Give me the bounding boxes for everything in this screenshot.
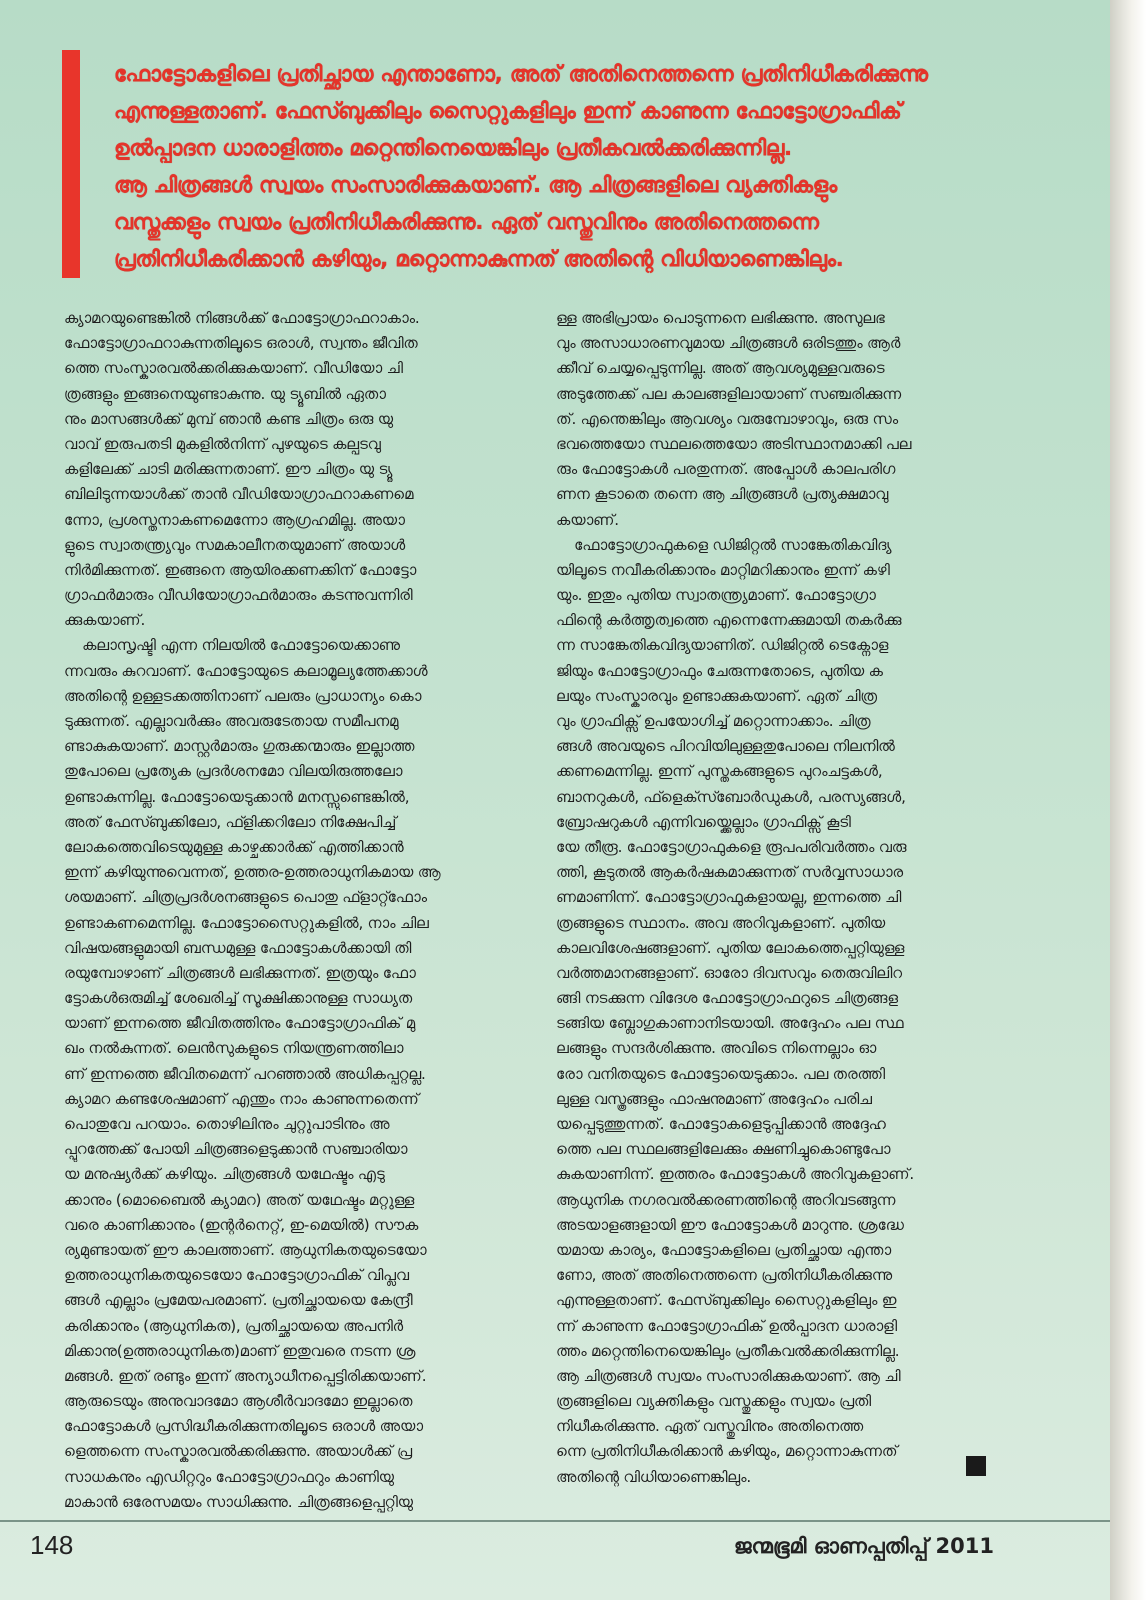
paragraph-line: ന്നോ, പ്രശസ്തനാകണമെന്നോ ആഗ്രഹമില്ല. അയാ: [64, 510, 405, 529]
paragraph-line: ന്നെ പ്രതിനിധീകരിക്കാൻ കഴിയും, മറ്റൊന്നാകുന്നത്: [556, 1442, 898, 1461]
paragraph-line: ഫിന്റെ കർത്തൃത്വത്തെ എന്നെന്നേക്കുമായി തകർക്കു: [556, 611, 902, 630]
paragraph-line: ഫോട്ടോഗ്രാഫറാകുന്നതിലൂടെ ഒരാൾ, സ്വന്തം ജീവിത: [64, 334, 418, 353]
paragraph-line: ത്തെ സംസ്കാരവൽക്കരിക്കുകയാണ്. വീഡിയോ ചി: [64, 359, 403, 378]
paragraph-line: ത്രങ്ങളുടെ സ്ഥാനം. അവ അറിവുകളാണ്. പുതിയ: [556, 913, 886, 932]
paragraph-line: ഫോട്ടോകൾ പ്രസിദ്ധീകരിക്കുന്നതിലൂടെ ഒരാൾ അയാ: [64, 1417, 423, 1436]
paragraph-line: വരെ കാണിക്കാനും (ഇന്റർനെറ്റ്, ഇ-മെയിൽ) സൗക: [64, 1215, 419, 1234]
paragraph-line: അടുത്തേക്ക് പല കാലങ്ങളിലായാണ് സഞ്ചരിക്കുന്ന: [556, 384, 902, 403]
paragraph-line: ണ് ഇന്നത്തെ ജീവിതമെന്ന് പറഞ്ഞാൽ അധികപ്പറ്റല്ല.: [64, 1064, 426, 1083]
paragraph-line: ലങ്ങളും സന്ദർശിക്കുന്നു. അവിടെ നിന്നെല്ലാം ഓ: [556, 1039, 877, 1058]
paragraph-line: ക്യാമറ കണ്ടശേഷമാണ് എന്തും നാം കാണുന്നതെന്ന്: [64, 1089, 419, 1108]
paragraph-line: തുപോലെ പ്രത്യേക പ്രദർശനമോ വിലയിരുത്തലോ: [64, 762, 403, 781]
paragraph-line: പ്പുറത്തേക്ക് പോയി ചിത്രങ്ങളെടുക്കാൻ സഞ്ചാരിയാ: [64, 1140, 408, 1159]
paragraph-line: ങ്ങി നടക്കുന്ന വിദേശ ഫോട്ടോഗ്രാഫറുടെ ചിത്രങ്ങള: [556, 989, 898, 1008]
paragraph-line: അത് ഫേസ്ബുക്കിലോ, ഫ്ളിക്കറിലോ നിക്ഷേപിച്ച്: [64, 812, 397, 831]
pullquote-line: വസ്തുക്കളും സ്വയം പ്രതിനിധീകരിക്കുന്നു. ഏത് വസ്തുവിനും അതിനെത്തന്നെ: [114, 210, 819, 235]
paragraph-line: ക്കുകയാണ്.: [64, 611, 146, 630]
paragraph-line: ഭവത്തെയോ സ്ഥലത്തെയോ അടിസ്ഥാനമാക്കി പല: [556, 434, 912, 453]
paragraph-line: ആ ചിത്രങ്ങൾ സ്വയം സംസാരിക്കുകയാണ്. ആ ചി: [556, 1366, 901, 1385]
paragraph-line: ണന കൂടാതെ തന്നെ ആ ചിത്രങ്ങൾ പ്രത്യക്ഷമാവു: [556, 485, 889, 504]
page-number: 148: [30, 1530, 74, 1560]
paragraph-line: ക്കീവ് ചെയ്യപ്പെടുന്നില്ല. അത് ആവശ്യമുള്ളവരുടെ: [556, 359, 885, 378]
paragraph-line: ളെത്തന്നെ സംസ്കാരവൽക്കരിക്കുന്നു. അയാൾക്ക് പ്ര: [64, 1442, 412, 1461]
paragraph-line: കാലവിശേഷങ്ങളാണ്. പുതിയ ലോകത്തെപ്പറ്റിയുള്ള: [556, 938, 905, 957]
paragraph-line: നും മാസങ്ങൾക്ക് മുമ്പ് ഞാൻ കണ്ട ചിത്രം ഒരു യു: [64, 409, 393, 428]
paragraph-line: ഉത്തരാധുനികതയുടെയോ ഫോട്ടോഗ്രാഫിക് വിപ്ലവ: [64, 1266, 409, 1285]
paragraph-line: യമായ കാര്യം, ഫോട്ടോകളിലെ പ്രതിച്ഛായ എന്താ: [556, 1240, 891, 1259]
paragraph-line: ബിലിടുന്നയാൾക്ക് താൻ വീഡിയോഗ്രാഫറാകണമെ: [64, 485, 414, 504]
pullquote-line: ഉൽപ്പാദന ധാരാളിത്തം മറ്റെന്തിനെയെങ്കിലും പ്രതീകവൽക്കരിക്കുന്നില്ല.: [114, 136, 792, 161]
paragraph-line: വിഷയങ്ങളുമായി ബന്ധമുള്ള ഫോട്ടോകൾക്കായി തി: [64, 938, 412, 957]
paragraph-line: ണോ, അത് അതിനെത്തന്നെ പ്രതിനിധീകരിക്കുന്നു: [556, 1266, 893, 1285]
paragraph-line: വർത്തമാനങ്ങളാണ്. ഓരോ ദിവസവും തെരുവിലിറ: [556, 963, 902, 982]
paragraph-line: നിർമിക്കുന്നത്. ഇങ്ങനെ ആയിരക്കണക്കിന് ഫോട്ടോ: [64, 560, 417, 579]
paragraph-line: പൊതുവേ പറയാം. തൊഴിലിനും ചുറ്റുപാടിനും അ: [64, 1115, 390, 1133]
paragraph-line: യിലൂടെ നവീകരിക്കാനും മാറ്റിമറിക്കാനും ഇന്ന് കഴി: [556, 560, 890, 579]
paragraph-line: ന്ന് കാണുന്ന ഫോട്ടോഗ്രാഫിക് ഉൽപ്പാദന ധാരാളി: [556, 1316, 897, 1335]
article-end-mark: [966, 1456, 986, 1476]
paragraph-line: ങ്ങൾ എല്ലാം പ്രമേയപരമാണ്. പ്രതിച്ഛായയെ കേന്ദ്രീ: [64, 1291, 413, 1310]
paragraph-line: ത്തി, കൂടുതൽ ആകർഷകമാക്കുന്നത് സർവ്വസാധാര: [556, 863, 903, 882]
paragraph-line: ത്രങ്ങളിലെ വ്യക്തികളും വസ്തുക്കളും സ്വയം പ്രതി: [556, 1392, 871, 1411]
paragraph-line: ന്നവരും കുറവാണ്. ഫോട്ടോയുടെ കലാമൂല്യത്തേക്കാൾ: [64, 661, 428, 680]
paragraph-line: ന്ന സാങ്കേതികവിദ്യയാണിത്. ഡിജിറ്റൽ ടെക്നോള: [556, 636, 889, 655]
paragraph-line: ശയമാണ്. ചിത്രപ്രദർശനങ്ങളുടെ പൊതു ഫ്ളാറ്റ്ഫോം: [64, 888, 427, 907]
paragraph-line: ജിയും ഫോട്ടോഗ്രാഫും ചേരുന്നതോടെ, പുതിയ ക: [556, 661, 883, 680]
paragraph-line: ട്ടോകൾഒരുമിച്ച് ശേഖരിച്ച് സൂക്ഷിക്കാനുള്ള സാധ്യത: [64, 989, 413, 1008]
paragraph-line: വാവ് ഇരുപതടി മുകളിൽനിന്ന് പുഴയുടെ കല്പടവു: [64, 434, 381, 453]
paragraph-line: അതിന്റെ വിധിയാണെങ്കിലും.: [556, 1467, 751, 1486]
article-column-right: [556, 306, 1004, 1490]
paragraph-line: ക്കാനും (മൊബൈൽ ക്യാമറ) അത് യഥേഷ്ടം മറ്റുള്ള: [64, 1190, 415, 1209]
paragraph-line: നിധീകരിക്കുന്നു. ഏത് വസ്തുവിനും അതിനെത്ത: [556, 1417, 864, 1436]
paragraph-line: ഉണ്ടാകണമെന്നില്ല. ഫോട്ടോസൈറ്റുകളിൽ, നാം ചില: [64, 913, 429, 932]
paragraph-line: കലാസൃഷ്ടി എന്ന നിലയിൽ ഫോട്ടോയെക്കാണു: [64, 636, 400, 655]
paragraph-line: ള്ള അഭിപ്രായം പൊടുന്നനെ ലഭിക്കുന്നു. അസുലഭ: [556, 309, 885, 327]
paragraph-line: ബ്രോഷറുകൾ എന്നിവയ്ക്കെല്ലാം ഗ്രാഫിക്സ് കൂടി: [556, 812, 851, 831]
pullquote-accent-bar: [62, 50, 80, 278]
paragraph-line: ഇന്ന് കഴിയുന്നുവെന്നത്, ഉത്തര-ഉത്തരാധുനികമായ ആ: [64, 863, 441, 882]
paragraph-line: ഉണ്ടാകുന്നില്ല. ഫോട്ടോയെടുക്കാൻ മനസ്സുണ്ടെങ്കിൽ,: [64, 787, 410, 806]
publication-name: ജന്മഭൂമി ഓണപ്പതിപ്പ് 2011: [733, 1534, 994, 1558]
paragraph-line: ണ്ടാകുകയാണ്. മാസ്റ്റർമാരും ഗുരുക്കന്മാരും ഇല്ലാത്ത: [64, 737, 415, 756]
pullquote-text: [114, 56, 1054, 278]
paragraph-line: യപ്പെടുത്തുന്നത്. ഫോട്ടോകളെടുപ്പിക്കാൻ അദ്ദേഹ: [556, 1115, 886, 1133]
paragraph-line: ത്. എന്തെങ്കിലും ആവശ്യം വരുമ്പോഴാവും, ഒരു സം: [556, 409, 898, 428]
paragraph-line: അതിന്റെ ഉള്ളടക്കത്തിനാണ് പലരും പ്രാധാന്യം കൊ: [64, 686, 422, 705]
paragraph-line: ലയും സംസ്കാരവും ഉണ്ടാക്കുകയാണ്. ഏത് ചിത്ര: [556, 686, 877, 705]
paragraph-line: എന്നുള്ളതാണ്. ഫേസ്ബുക്കിലും സൈറ്റുകളിലും ഇ: [556, 1291, 897, 1310]
adjacent-page-edge: [1110, 0, 1146, 1600]
pullquote-line: എന്നുള്ളതാണ്. ഫേസ്ബുക്കിലും സൈറ്റുകളിലും ഇന്ന് കാണുന്ന ഫോട്ടോഗ്രാഫിക്: [114, 99, 902, 124]
paragraph-line: ലുള്ള വസ്ത്രങ്ങളും ഫാഷനുമാണ് അദ്ദേഹം പരിച: [556, 1089, 872, 1108]
pullquote-line: ഫോട്ടോകളിലെ പ്രതിച്ഛായ എന്താണോ, അത് അതിനെത്തന്നെ പ്രതിനിധീകരിക്കുന്നു: [114, 62, 928, 87]
paragraph-line: രയുമ്പോഴാണ് ചിത്രങ്ങൾ ലഭിക്കുന്നത്. ഇത്രയും ഫോ: [64, 963, 416, 982]
paragraph-line: ക്കണമെന്നില്ല. ഇന്ന് പുസ്തകങ്ങളുടെ പുറംചട്ടകൾ,: [556, 762, 883, 781]
paragraph-line: ഗ്രാഫർമാരും വീഡിയോഗ്രാഫർമാരും കടന്നുവന്നിരി: [64, 586, 413, 605]
paragraph-line: ര്യമുണ്ടായത് ഈ കാലത്താണ്. ആധുനികതയുടെയോ: [64, 1240, 427, 1259]
paragraph-line: ളുടെ സ്വാതന്ത്ര്യവും സമകാലീനതയുമാണ് അയാൾ: [64, 535, 406, 554]
paragraph-line: ലോകത്തെവിടെയുമുള്ള കാഴ്ചക്കാർക്ക് എത്തിക്കാൻ: [64, 837, 404, 856]
pullquote-line: ആ ചിത്രങ്ങൾ സ്വയം സംസാരിക്കുകയാണ്. ആ ചിത്രങ്ങളിലെ വ്യക്തികളും: [114, 173, 837, 198]
paragraph-line: കുകയാണിന്ന്. ഇത്തരം ഫോട്ടോകൾ അറിവുകളാണ്.: [556, 1165, 914, 1184]
paragraph-line: ടുക്കുന്നത്. എല്ലാവർക്കും അവരുടേതായ സമീപനമു: [64, 712, 399, 730]
paragraph-line: മങ്ങൾ. ഇത് രണ്ടും ഇന്ന് അന്യാധീനപ്പെട്ടിരിക്കയാണ്.: [64, 1366, 427, 1385]
paragraph-line: അടയാളങ്ങളായി ഈ ഫോട്ടോകൾ മാറുന്നു. ശ്രദ്ധേ: [556, 1215, 904, 1234]
paragraph-line: ത്തം മറ്റെന്തിനെയെങ്കിലും പ്രതീകവൽക്കരിക്കുന്നില്ല.: [556, 1341, 900, 1360]
paragraph-line: വും ഗ്രാഫിക്സ് ഉപയോഗിച്ച് മറ്റൊന്നാക്കാം. ചിത്ര: [556, 712, 871, 730]
paragraph-line: ആരുടെയും അനുവാദമോ ആശീർവാദമോ ഇല്ലാതെ: [64, 1392, 413, 1411]
paragraph-line: വും അസാധാരണവുമായ ചിത്രങ്ങൾ ഒരിടത്തും ആർ: [556, 334, 901, 353]
paragraph-line: കരിക്കാനും (ആധുനികത), പ്രതിച്ഛായയെ അപനിർ: [64, 1316, 404, 1335]
paragraph-line: യാണ് ഇന്നത്തെ ജീവിതത്തിനും ഫോട്ടോഗ്രാഫിക് മു: [64, 1014, 415, 1033]
paragraph-line: യും. ഇതും പുതിയ സ്വാതന്ത്ര്യമാണ്. ഫോട്ടോഗ്രാ: [556, 586, 876, 605]
paragraph-line: ഫോട്ടോഗ്രാഫുകളെ ഡിജിറ്റൽ സാങ്കേതികവിദ്യ: [556, 535, 892, 554]
paragraph-line: ത്തെ പല സ്ഥലങ്ങളിലേക്കും ക്ഷണിച്ചുകൊണ്ടുപോ: [556, 1140, 891, 1159]
paragraph-line: ത്രങ്ങളും ഇങ്ങനെയുണ്ടാകുന്നു. യു ട്യൂബിൽ ഏതാ: [64, 384, 386, 403]
paragraph-line: സാധകനും എഡിറ്ററും ഫോട്ടോഗ്രാഫറും കാണിയു: [64, 1467, 394, 1486]
paragraph-line: രോ വനിതയുടെ ഫോട്ടോയെടുക്കാം. പല തരത്തി: [556, 1064, 885, 1083]
footer-divider: [0, 1520, 1110, 1522]
paragraph-line: ങ്ങൾ അവയുടെ പിറവിയിലുള്ളതുപോലെ നിലനിൽ: [556, 737, 895, 756]
paragraph-line: ബാനറുകൾ, ഫ്ളെക്സ്ബോർഡുകൾ, പരസ്യങ്ങൾ,: [556, 787, 906, 806]
pullquote-line: പ്രതിനിധീകരിക്കാൻ കഴിയും, മറ്റൊന്നാകുന്നത് അതിന്റെ വിധിയാണെങ്കിലും.: [114, 247, 844, 272]
paragraph-line: ണമാണിന്ന്. ഫോട്ടോഗ്രാഫുകളായല്ല, ഇന്നത്തെ ചി: [556, 888, 902, 907]
paragraph-line: ആധുനിക നഗരവൽക്കരണത്തിന്റെ അറിവടങ്ങുന്ന: [556, 1190, 896, 1209]
paragraph-line: രും ഫോട്ടോകൾ പരതുന്നത്. അപ്പോൾ കാലപരിഗ: [556, 460, 896, 479]
paragraph-line: ടങ്ങിയ ബ്ലോഗുകാണാനിടയായി. അദ്ദേഹം പല സ്ഥ: [556, 1014, 904, 1033]
paragraph-line: ഖം നൽകുന്നത്. ലെൻസുകളുടെ നിയന്ത്രണത്തിലാ: [64, 1039, 404, 1058]
paragraph-line: കളിലേക്ക് ചാടി മരിക്കുന്നതാണ്. ഈ ചിത്രം യു ട്യൂ: [64, 460, 393, 479]
paragraph-line: മിക്കാനു(ഉത്തരാധുനികത)മാണ് ഇതുവരെ നടന്ന ശ്ര: [64, 1341, 416, 1360]
paragraph-line: യ മനുഷ്യർക്ക് കഴിയും. ചിത്രങ്ങൾ യഥേഷ്ടം എടു: [64, 1165, 385, 1184]
article-column-left: [64, 306, 512, 1515]
paragraph-line: കയാണ്.: [556, 510, 619, 529]
paragraph-line: മാകാൻ ഒരേസമയം സാധിക്കുന്നു. ചിത്രങ്ങളെപ്പറ്റിയു: [64, 1492, 413, 1511]
pullquote: [62, 42, 1062, 282]
paragraph-line: യേ തീരൂ. ഫോട്ടോഗ്രാഫുകളെ രൂപപരിവർത്തം വരു: [556, 837, 907, 856]
paragraph-line: ക്യാമറയുണ്ടെങ്കിൽ നിങ്ങൾക്ക് ഫോട്ടോഗ്രാഫറാകാം.: [64, 309, 420, 327]
